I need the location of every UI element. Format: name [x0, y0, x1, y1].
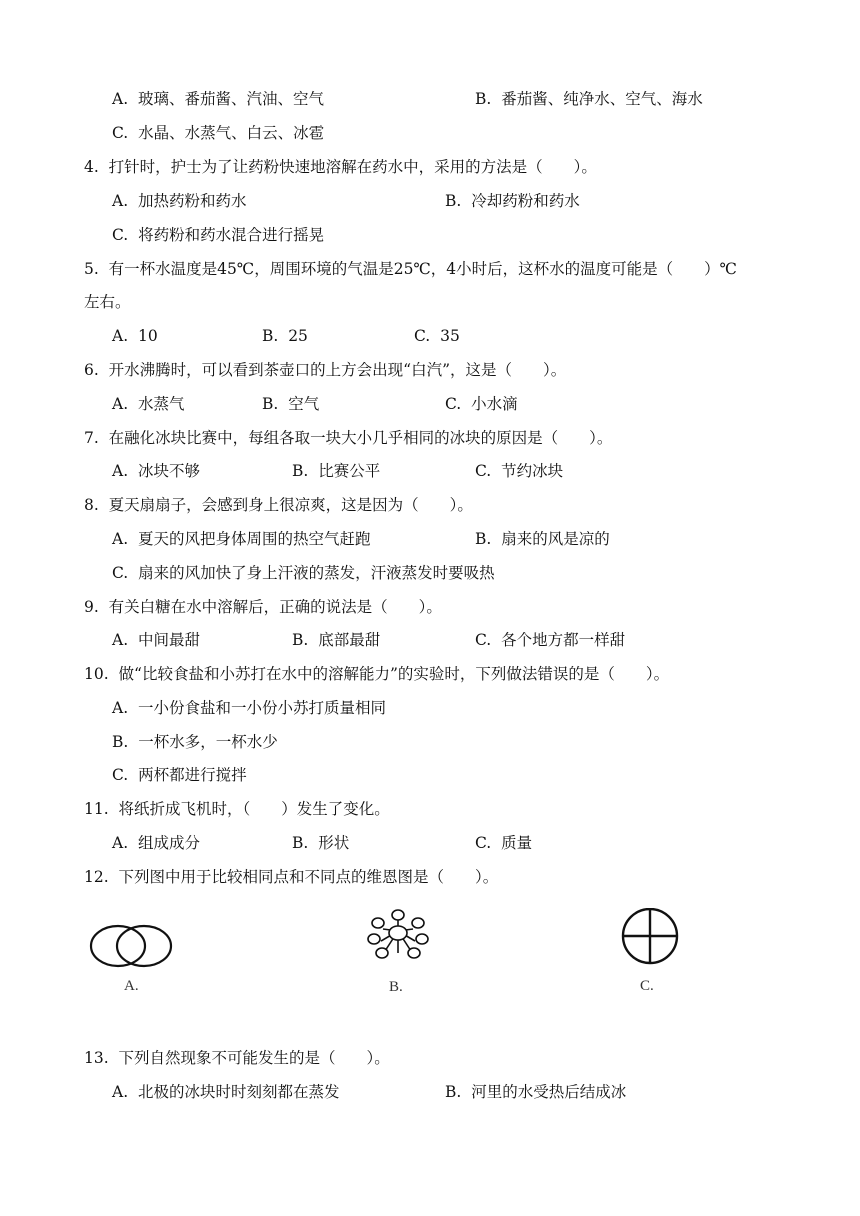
option-10a: A. 一小份食盐和一小份小苏打质量相同 — [112, 699, 386, 717]
option-5c: C. 35 — [414, 327, 460, 345]
option-13b: B. 河里的水受热后结成冰 — [445, 1083, 627, 1101]
option-11c: C. 质量 — [475, 834, 533, 852]
question-11: 11. 将纸折成飞机时，（ ）发生了变化。 — [84, 800, 390, 818]
question-5: 5. 有一杯水温度是45℃，周围环境的气温是25℃，4小时后，这杯水的温度可能是（ ）℃ — [84, 260, 737, 278]
figure-label-a: A. — [124, 978, 139, 994]
option-11b: B. 形状 — [292, 834, 350, 852]
option-7c: C. 节约冰块 — [475, 462, 564, 480]
option-3c: C. 水晶、水蒸气、白云、冰雹 — [112, 124, 325, 142]
option-4b: B. 冷却药粉和药水 — [445, 192, 580, 210]
option-4c: C. 将药粉和药水混合进行摇晃 — [112, 226, 325, 244]
question-7: 7. 在融化冰块比赛中，每组各取一块大小几乎相同的冰块的原因是（ ）。 — [84, 429, 613, 447]
figure-a-venn-diagram — [88, 918, 182, 994]
option-5a: A. 10 — [112, 327, 158, 345]
option-10b: B. 一杯水多，一杯水少 — [112, 733, 278, 751]
question-4: 4. 打针时，护士为了让药粉快速地溶解在药水中，采用的方法是（ ）。 — [84, 158, 597, 176]
option-7a: A. 冰块不够 — [112, 462, 200, 480]
option-6c: C. 小水滴 — [445, 395, 518, 413]
option-11a: A. 组成成分 — [112, 834, 200, 852]
figure-b-bubble-map — [360, 905, 440, 997]
option-7b: B. 比赛公平 — [292, 462, 381, 480]
option-6b: B. 空气 — [262, 395, 320, 413]
question-5-continued: 左右。 — [84, 293, 131, 311]
question-8: 8. 夏天扇扇子，会感到身上很凉爽，这是因为（ ）。 — [84, 496, 473, 514]
option-9a: A. 中间最甜 — [112, 631, 200, 649]
option-13a: A. 北极的冰块时时刻刻都在蒸发 — [112, 1083, 340, 1101]
option-6a: A. 水蒸气 — [112, 395, 185, 413]
option-9c: C. 各个地方都一样甜 — [475, 631, 626, 649]
option-4a: A. 加热药粉和药水 — [112, 192, 247, 210]
figure-label-b: B. — [389, 979, 403, 995]
option-5b: B. 25 — [262, 327, 308, 345]
option-8b: B. 扇来的风是凉的 — [475, 530, 610, 548]
question-12: 12. 下列图中用于比较相同点和不同点的维恩图是（ ）。 — [84, 868, 499, 886]
figure-c-circle-cross — [616, 908, 686, 996]
figure-label-c: C. — [640, 978, 654, 994]
question-13: 13. 下列自然现象不可能发生的是（ ）。 — [84, 1049, 390, 1067]
question-10: 10. 做“比较食盐和小苏打在水中的溶解能力”的实验时，下列做法错误的是（ ）。 — [84, 665, 670, 683]
question-6: 6. 开水沸腾时，可以看到茶壶口的上方会出现“白汽”，这是（ ）。 — [84, 361, 567, 379]
option-3b: B. 番茄酱、纯净水、空气、海水 — [475, 90, 703, 108]
option-8a: A. 夏天的风把身体周围的热空气赶跑 — [112, 530, 371, 548]
option-9b: B. 底部最甜 — [292, 631, 381, 649]
question-9: 9. 有关白糖在水中溶解后，正确的说法是（ ）。 — [84, 598, 442, 616]
option-10c: C. 两杯都进行搅拌 — [112, 766, 247, 784]
option-3a: A. 玻璃、番茄酱、汽油、空气 — [112, 90, 324, 108]
bubble-center — [389, 926, 407, 940]
option-8c: C. 扇来的风加快了身上汗液的蒸发，汗液蒸发时要吸热 — [112, 564, 495, 582]
